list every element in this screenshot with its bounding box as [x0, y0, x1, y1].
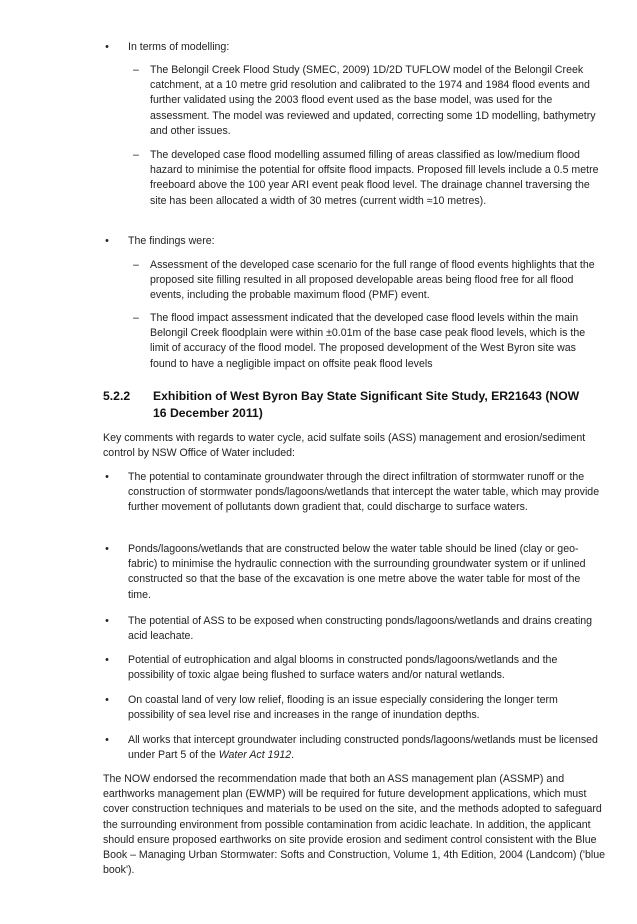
comment-licensing — [128, 733, 604, 763]
bullet-marker: • — [105, 694, 109, 706]
comment-ponds-lined: Ponds/lagoons/wetlands that are constructed below the water table should be lined (clay or geo-fabric) to minimise the hydraulic connection with the surrounding groundwater system or if unlined constructed so that the base of the excavation is one metre above the water table for most of the time. — [128, 543, 586, 601]
comment-licensing-text: All works that intercept groundwater including constructed ponds/lagoons/wetlands must be licensed under Part 5 of the — [128, 734, 598, 762]
dash-marker: – — [133, 149, 139, 161]
bullet-marker: • — [105, 235, 109, 247]
bullet-marker: • — [105, 543, 109, 555]
sub-item-flood-study: The Belongil Creek Flood Study (SMEC, 2009) 1D/2D TUFLOW model of the Belongil Creek catchment, at a 10 metre grid resolution and calibrated to the 1974 and 1984 flood events and further validated using the 2003 flood event used as the base model, was used for the assessment. The model was reviewed and updated, correcting some 1D modelling, bathymetry and other issues. — [150, 64, 596, 137]
bullet-marker: • — [105, 41, 109, 53]
intro-paragraph: Key comments with regards to water cycle, acid sulfate soils (ASS) management and erosion/sediment control by NSW Office of Water included: — [103, 432, 586, 460]
comment-groundwater: The potential to contaminate groundwater through the direct infiltration of stormwater runoff or the construction of stormwater ponds/lagoons/wetlands that intercept the water table, which may provide further movement of pollutants down gradient that, could discharge to surface waters. — [128, 471, 600, 514]
closing-paragraph: The NOW endorsed the recommendation made that both an ASS management plan (ASSMP) and earthworks management plan (EWMP) will be required for future development applications, which must cover construction techniques and materials to be used on the site, and the methods adopted to safeguard the surrounding environment from possible contamination from acidic leachate. In addition, the applicant should ensure proposed earthworks on site provide erosion and sediment control consistent with the Blue Book – Managing Urban Stormwater: Softs and Construction, Volume 1, 4th Edition, 2004 (Landcom) ('blue book'). — [103, 773, 605, 877]
dash-marker: – — [133, 312, 139, 324]
section-title: Exhibition of West Byron Bay State Significant Site Study, ER21643 (NOW 16 December 2011) — [153, 389, 580, 420]
sub-item-assessment: Assessment of the developed case scenario for the full range of flood events highlights that the proposed site filling resulted in all proposed developable areas being flood free for all flood events, including the probable maximum flood (PMF) event. — [150, 259, 595, 302]
section-number: 5.2.2 — [103, 389, 131, 403]
comment-ass-exposure: The potential of ASS to be exposed when constructing ponds/lagoons/wetlands and drains creating acid leachate. — [128, 615, 593, 643]
bullet-marker: • — [105, 734, 109, 746]
water-act-citation: Water Act 1912 — [218, 749, 292, 762]
comment-eutrophication: Potential of eutrophication and algal blooms in constructed ponds/lagoons/wetlands and the possibility of toxic algae being flushed to surface waters and/or natural wetlands. — [128, 654, 558, 682]
comment-coastal-flooding: On coastal land of very low relief, flooding is an issue especially considering the longer term possibility of sea level rise and increases in the range of inundation depths. — [128, 694, 558, 722]
dash-marker: – — [133, 259, 139, 271]
list-item-modelling: In terms of modelling: — [128, 41, 230, 53]
sub-item-impact: The flood impact assessment indicated that the developed case flood levels within the main Belongil Creek floodplain were within ±0.01m of the base case peak flood levels, which is the limit of accuracy of the flood model. The proposed development of the West Byron site was found to have a negligible impact on offsite peak flood levels — [150, 312, 586, 370]
bullet-marker: • — [105, 471, 109, 483]
comment-licensing-end: . — [291, 749, 295, 762]
bullet-marker: • — [105, 654, 109, 666]
bullet-marker: • — [105, 615, 109, 627]
list-item-findings: The findings were: — [128, 235, 215, 247]
sub-item-developed-case: The developed case flood modelling assumed filling of areas classified as low/medium flood hazard to minimise the potential for offsite flood impacts. Proposed fill levels include a 0.5 metre freeboard above the 100 year ARI event peak flood level. The drainage channel traversing the site has been allocated a width of 30 metres (current width ≈10 metres). — [150, 149, 599, 207]
dash-marker: – — [133, 64, 139, 76]
